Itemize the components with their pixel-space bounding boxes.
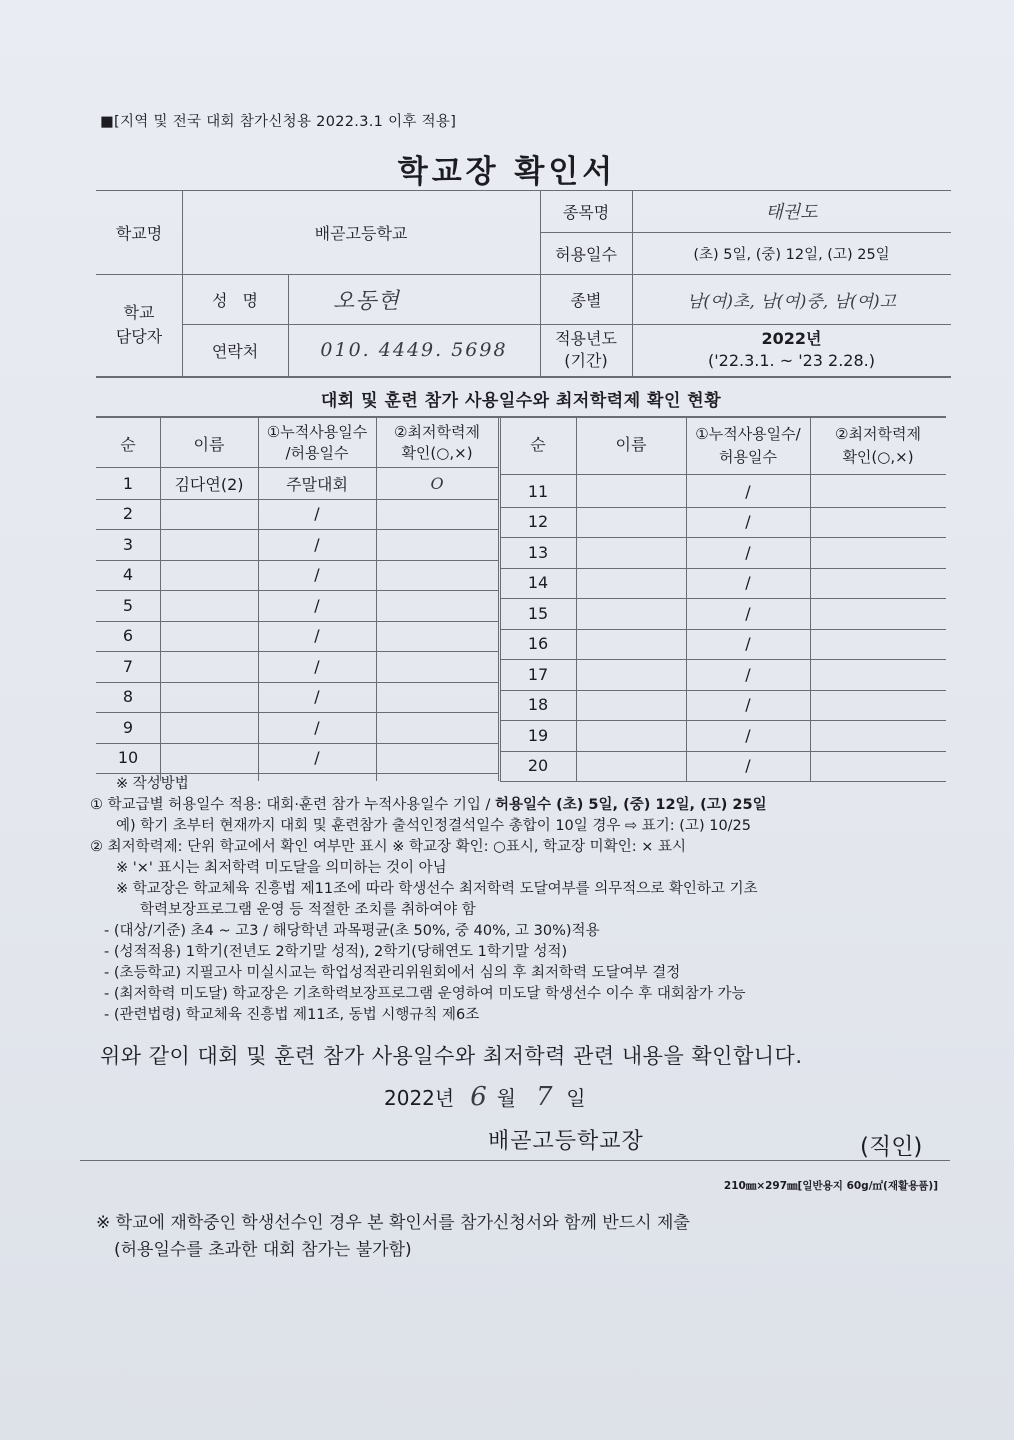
rule — [96, 376, 951, 378]
note-detail-2: - (성적적용) 1학기(전년도 2학기말 성적), 2학기(당해연도 1학기말 성적) — [104, 944, 568, 960]
footer-note-line2: (허용일수를 초과한 대회 참가는 불가함) — [114, 1240, 412, 1260]
header-days-right-line1: ①누적사용일수/ — [695, 425, 801, 443]
row-student-name — [576, 598, 686, 629]
table-column-rule — [498, 416, 499, 781]
principal-title: 배곧고등학교장 — [488, 1129, 644, 1154]
date-month-handwritten: 6 — [470, 1082, 487, 1112]
header-no: 순 — [120, 434, 136, 454]
row-min-academic-check — [376, 651, 498, 682]
row-number: 7 — [122, 656, 134, 676]
row-days-used: / — [314, 626, 320, 646]
allowed-days-value: (초) 5일, (중) 12일, (고) 25일 — [693, 246, 890, 263]
row-days-used: / — [314, 687, 320, 707]
manager-label-line2: 담당자 — [115, 327, 163, 346]
manager-label-line1: 학교 — [123, 303, 155, 322]
year-value — [632, 324, 951, 376]
row-number: 11 — [527, 481, 549, 501]
date-day-unit: 일 — [566, 1086, 586, 1110]
footer-rule — [80, 1160, 950, 1161]
writing-instructions — [90, 774, 960, 1026]
row-days-used: / — [745, 664, 751, 684]
year-value-line2: ('22.3.1. ~ '23 2.28.) — [708, 351, 875, 370]
row-student-name — [160, 651, 258, 682]
row-days-used: / — [314, 717, 320, 737]
row-days-used: / — [314, 595, 320, 615]
row-days-used: / — [745, 603, 751, 623]
note-detail-1: - (대상/기준) 초4 ~ 고3 / 해당학년 과목평균(초 50%, 중 40%, 고 30%)적용 — [104, 923, 600, 939]
notes-heading: ※ 작성방법 — [116, 776, 189, 792]
row-min-academic-check — [376, 682, 498, 713]
note-1-example: 예) 학기 초부터 현재까지 대회 및 훈련참가 출석인정결석일수 총합이 10일 경우 ⇨ 표기: (고) 10/25 — [116, 818, 752, 834]
row-number: 18 — [527, 695, 549, 715]
name-label: 성 명 — [212, 290, 258, 310]
row-number: 9 — [122, 717, 134, 737]
row-days-used: / — [745, 542, 751, 562]
row-student-name — [160, 529, 258, 560]
header-check-right-line1: ②최저학력제 — [835, 425, 921, 443]
row-number: 8 — [122, 687, 134, 707]
row-days-used: 주말대회 — [286, 474, 348, 494]
year-label-line2: (기간) — [564, 351, 608, 370]
row-days-used: / — [745, 481, 751, 501]
note-detail-4: - (최저학력 미도달) 학교장은 기초학력보장프로그램 운영하여 미도달 학생선수 이수 후 대회참가 가능 — [104, 986, 746, 1002]
row-days-used: / — [314, 565, 320, 585]
row-days-used: / — [314, 748, 320, 768]
table-top-rule — [96, 416, 946, 418]
row-min-academic-check — [810, 720, 946, 751]
row-number: 5 — [122, 595, 134, 615]
row-min-academic-check — [810, 629, 946, 660]
note-2-sub2a: ※ 학교장은 학교체육 진흥법 제11조에 따라 학생선수 최저학력 도달여부를 의무적으로 확인하고 기초 — [116, 881, 758, 897]
document-title: 학교장 확인서 — [397, 154, 617, 190]
row-student-name — [160, 499, 258, 530]
row-student-name — [576, 720, 686, 751]
row-number: 10 — [117, 748, 139, 768]
allowed-days-label: 허용일수 — [555, 244, 617, 264]
header-check — [376, 418, 498, 468]
header-days-line2: /허용일수 — [285, 444, 349, 462]
row-number: 17 — [527, 664, 549, 684]
header-days-right-line2: 허용일수 — [719, 448, 777, 466]
row-student-name — [160, 682, 258, 713]
row-min-academic-check — [376, 499, 498, 530]
row-student-name — [576, 507, 686, 538]
table-header-rule-right — [500, 474, 946, 475]
row-number: 6 — [122, 626, 134, 646]
contact-handwritten: 010. 4449. 5698 — [320, 339, 508, 361]
row-number: 4 — [122, 565, 134, 585]
row-student-name — [160, 712, 258, 743]
row-days-used: / — [745, 756, 751, 776]
row-student-name — [576, 629, 686, 660]
row-days-used: / — [314, 504, 320, 524]
row-min-academic-check — [810, 659, 946, 690]
row-student-name — [576, 537, 686, 568]
row-min-academic-check — [810, 690, 946, 721]
footer-note-line1: ※ 학교에 재학중인 학생선수인 경우 본 확인서를 참가신청서와 함께 반드시 제출 — [96, 1213, 690, 1233]
row-days-used: / — [745, 512, 751, 532]
row-min-academic-check — [810, 507, 946, 538]
header-check-line2: 확인(○,×) — [401, 444, 473, 462]
row-min-academic-check — [810, 598, 946, 629]
manager-label — [96, 274, 182, 376]
contact-label: 연락처 — [211, 341, 259, 361]
row-days-used: / — [314, 656, 320, 676]
note-1-bold: 허용일수 (초) 5일, (중) 12일, (고) 25일 — [495, 797, 767, 813]
row-number: 19 — [527, 725, 549, 745]
row-min-academic-check — [376, 621, 498, 652]
header-check-right — [810, 418, 946, 474]
header-days — [258, 418, 376, 468]
header-days-right — [686, 418, 810, 474]
row-min-academic-check — [376, 529, 498, 560]
header-days-line1: ①누적사용일수 — [266, 423, 368, 441]
sport-label: 종목명 — [562, 202, 610, 222]
row-student-name — [160, 743, 258, 774]
category-value: 남(여)초, 남(여)중, 남(여)고 — [686, 291, 897, 312]
row-number: 2 — [122, 504, 134, 524]
header-note: ■[지역 및 전국 대회 참가신청용 2022.3.1 이후 적용] — [100, 114, 457, 130]
school-name-label: 학교명 — [115, 223, 163, 243]
date-month-unit: 월 — [496, 1086, 516, 1110]
row-student-name: 김다연(2) — [174, 474, 244, 494]
note-detail-3: - (초등학교) 지필고사 미실시교는 학업성적관리위원회에서 심의 후 최저학력 도달여부 결정 — [104, 965, 681, 981]
row-min-academic-check — [810, 537, 946, 568]
row-min-academic-check — [376, 712, 498, 743]
row-number: 16 — [527, 634, 549, 654]
note-2-sub2b: 학력보장프로그램 운영 등 적절한 조치를 취하여야 함 — [140, 902, 476, 918]
note-detail-5: - (관련법령) 학교체육 진흥법 제11조, 동법 시행규칙 제6조 — [104, 1007, 480, 1023]
note-1-text: ① 학교급별 허용일수 적용: 대회·훈련 참가 누적사용일수 기입 / — [90, 797, 496, 813]
row-min-academic-check — [376, 590, 498, 621]
row-student-name — [576, 690, 686, 721]
row-days-used: / — [745, 634, 751, 654]
paper-spec: 210㎜×297㎜[일반용지 60g/㎡(재활용품)] — [723, 1180, 938, 1192]
row-number: 14 — [527, 573, 549, 593]
manager-name-handwritten: 오동현 — [333, 288, 400, 314]
row-days-used: / — [745, 573, 751, 593]
note-1 — [90, 795, 960, 816]
sport-value: 태권도 — [765, 202, 818, 223]
category-label: 종별 — [570, 290, 602, 310]
row-min-academic-check — [376, 560, 498, 591]
row-student-name — [576, 568, 686, 599]
school-name-value: 배곧고등학교 — [314, 223, 408, 243]
note-2: ② 최저학력제: 단위 학교에서 확인 여부만 표시 ※ 학교장 확인: ○표시, 학교장 미확인: × 표시 — [90, 839, 686, 855]
confirmation-statement: 위와 같이 대회 및 훈련 참가 사용일수와 최저학력 관련 내용을 확인합니다. — [100, 1044, 803, 1068]
row-number: 3 — [122, 534, 134, 554]
row-student-name — [160, 621, 258, 652]
date-day-handwritten: 7 — [535, 1082, 553, 1112]
row-number: 20 — [527, 756, 549, 776]
row-min-academic-check — [376, 743, 498, 774]
row-number: 1 — [122, 473, 134, 493]
header-name: 이름 — [193, 434, 225, 454]
header-no-right: 순 — [530, 434, 546, 454]
row-student-name — [576, 659, 686, 690]
row-number: 15 — [527, 603, 549, 623]
row-min-academic-check — [810, 568, 946, 599]
seal-placeholder: (직인) — [860, 1134, 923, 1160]
row-student-name — [576, 476, 686, 507]
footer-note — [96, 1210, 690, 1264]
row-days-used: / — [314, 534, 320, 554]
year-label — [540, 324, 632, 376]
row-student-name — [160, 560, 258, 591]
row-days-used: / — [745, 695, 751, 715]
row-min-academic-check: O — [430, 473, 444, 493]
row-student-name — [160, 590, 258, 621]
row-days-used: / — [745, 725, 751, 745]
note-2-sub1: ※ '×' 표시는 최저학력 미도달을 의미하는 것이 아님 — [116, 860, 447, 876]
confirmation-date — [384, 1082, 586, 1112]
header-name-right: 이름 — [615, 434, 647, 454]
header-check-right-line2: 확인(○,×) — [842, 448, 914, 466]
year-label-line1: 적용년도 — [555, 329, 617, 348]
row-number: 13 — [527, 542, 549, 562]
row-min-academic-check — [810, 476, 946, 507]
section-title: 대회 및 훈련 참가 사용일수와 최저학력제 확인 현황 — [320, 391, 722, 411]
year-value-line1: 2022년 — [761, 329, 822, 348]
header-check-line1: ②최저학력제 — [394, 423, 480, 441]
row-number: 12 — [527, 512, 549, 532]
date-year: 2022년 — [384, 1086, 455, 1110]
